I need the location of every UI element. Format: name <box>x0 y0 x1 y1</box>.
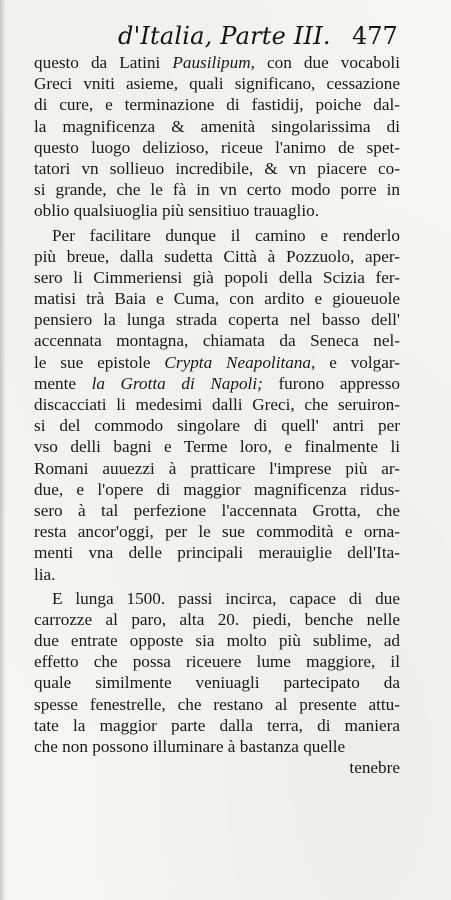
text-line <box>34 288 400 309</box>
text-line <box>34 415 400 436</box>
text-run: due entrate opposte sia molto più sublime, ad <box>34 631 400 651</box>
text-run: sero à tal perfezione l'accennata Grotta, che <box>34 500 400 520</box>
text-run: Per facilitare dunque il camino e renderlo <box>52 225 400 245</box>
text-run: menti vna delle principali merauiglie dell'Ita- <box>34 543 400 563</box>
running-head: d'Italia, Parte III. <box>118 22 331 50</box>
text-line <box>34 436 400 457</box>
italic-text: Crypta Neapolitana, <box>164 352 316 372</box>
text-line <box>34 179 400 200</box>
text-run: vso delli bagni e Terme loro, e finalmente li <box>34 437 400 457</box>
text-line <box>34 521 400 542</box>
text-line <box>34 352 400 373</box>
text-line <box>34 200 400 221</box>
text-run: Greci vniti asieme, quali significano, cessazione <box>34 74 400 94</box>
text-line <box>34 246 400 267</box>
text-run: resta ancor'oggi, per le sue commodità e orna- <box>34 522 400 542</box>
text-run: questo da Latini <box>34 53 173 72</box>
text-line <box>34 588 400 609</box>
body-text <box>34 52 400 778</box>
text-run: si del commodo singolare di quell' antri per <box>34 416 400 436</box>
text-run: tatori vn sollieuo incredibile, & vn piacere co- <box>34 158 400 178</box>
text-line <box>34 715 400 736</box>
paragraph <box>34 52 400 222</box>
text-run: pensiero la lunga strada coperta nel basso dell' <box>34 310 400 330</box>
text-run: mente <box>34 373 92 393</box>
text-run: questo luogo delizioso, riceue l'animo de spet- <box>34 137 400 157</box>
text-line <box>34 609 400 630</box>
text-line <box>34 137 400 158</box>
text-line <box>34 373 400 394</box>
text-run: accennata montagna, chiamata da Seneca nel- <box>34 331 400 351</box>
text-run: discacciati li medesimi dalli Greci, che seruiron- <box>34 395 400 414</box>
text-line <box>34 651 400 672</box>
text-line <box>34 394 400 415</box>
text-line <box>34 309 400 330</box>
text-line <box>34 116 400 137</box>
text-run: oblio qualsiuoglia più sensitiuo trauaglio. <box>34 201 319 221</box>
text-run: quale similmente veniuagli partecipato da <box>34 673 400 693</box>
page-header <box>0 22 451 54</box>
text-run: effetto che possa riceuere lume maggiore, il <box>34 652 400 672</box>
text-line <box>34 630 400 651</box>
text-run: furono appresso <box>262 373 400 393</box>
text-run: due, e l'opere di maggior magnificenza ridus- <box>34 479 400 499</box>
text-run: più breue, dalla sudetta Città à Pozzuolo, aper- <box>34 246 400 266</box>
text-run: la magnificenza & amenità singolarissima di <box>34 116 400 136</box>
text-line <box>34 694 400 715</box>
text-run: E lunga 1500. passi incirca, capace di due <box>52 588 400 608</box>
text-line <box>34 225 400 246</box>
text-line <box>34 564 400 585</box>
text-line <box>34 330 400 351</box>
text-run: che non possono illuminare à bastanza quelle <box>34 737 346 756</box>
text-run: con due vocaboli <box>254 53 400 72</box>
text-line <box>34 52 400 73</box>
text-line <box>34 500 400 521</box>
italic-text: Pausilipum, <box>172 53 255 72</box>
italic-text: la Grotta di Napoli; <box>91 373 263 393</box>
text-run: sero li Cimmeriensi già popoli della Scizia fer- <box>34 267 400 287</box>
text-line <box>34 73 400 94</box>
page-number: 477 <box>352 22 398 50</box>
text-run: le sue epistole <box>34 352 165 372</box>
paragraph <box>34 588 400 758</box>
text-run: Romani auuezzi à pratticare l'imprese più ar- <box>34 458 400 478</box>
text-run: lia. <box>34 564 56 584</box>
text-run: spesse fenestrelle, che restano al presente attu- <box>34 694 400 714</box>
text-line <box>34 94 400 115</box>
page-gutter-shadow <box>0 0 6 900</box>
text-line <box>34 158 400 179</box>
text-line <box>34 267 400 288</box>
text-run: si grande, che le fà in vn certo modo porre in <box>34 180 400 200</box>
text-line <box>34 736 400 757</box>
text-line <box>34 672 400 693</box>
text-run: e volgar- <box>315 352 400 372</box>
text-run: matisi trà Baia e Cuma, con ardito e gioueuole <box>34 289 400 309</box>
text-run: tate la maggior parte dalla terra, di maniera <box>34 715 400 735</box>
text-run: carrozze al paro, alta 20. piedi, benche nelle <box>34 609 400 629</box>
catchword: tenebre <box>349 758 400 778</box>
text-line <box>34 458 400 479</box>
text-line <box>34 542 400 563</box>
text-run: di cure, e terminazione di fastidij, poiche dal- <box>34 95 400 115</box>
paragraph <box>34 225 400 585</box>
text-line <box>34 479 400 500</box>
